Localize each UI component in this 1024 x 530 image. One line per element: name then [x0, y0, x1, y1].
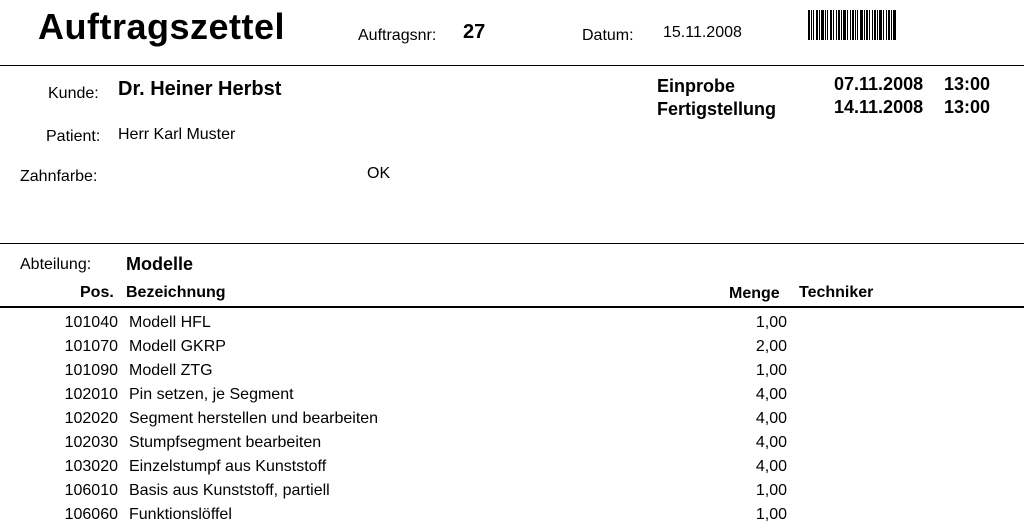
- row-description: Funktionslöffel: [129, 506, 232, 523]
- patient-label: Patient:: [46, 128, 101, 145]
- row-pos: 102030: [64, 434, 118, 451]
- row-description: Modell GKRP: [129, 338, 226, 355]
- customer-label: Kunde:: [48, 85, 99, 102]
- row-pos: 106060: [64, 506, 118, 523]
- row-quantity: 1,00: [755, 362, 787, 379]
- tryin-label: Einprobe: [657, 76, 736, 96]
- row-description: Pin setzen, je Segment: [129, 386, 294, 403]
- section-divider: [0, 243, 1024, 244]
- customer-name: Dr. Heiner Herbst: [118, 78, 282, 100]
- page-title: Auftragszettel: [38, 6, 286, 47]
- shade-label: Zahnfarbe:: [20, 168, 98, 185]
- completion-label: Fertigstellung: [657, 99, 777, 119]
- row-pos: 101090: [64, 362, 118, 379]
- date-value: 15.11.2008: [663, 24, 742, 41]
- patient-name: Herr Karl Muster: [118, 126, 236, 143]
- row-description: Modell ZTG: [129, 362, 213, 379]
- column-header-quantity: Menge: [729, 285, 780, 302]
- row-description: Modell HFL: [129, 314, 211, 331]
- completion-date: 14.11.2008: [834, 97, 924, 117]
- table-row: [0, 506, 1024, 530]
- tryin-date: 07.11.2008: [834, 74, 924, 94]
- row-quantity: 1,00: [755, 506, 787, 523]
- barcode-icon: [808, 10, 896, 40]
- row-pos: 102010: [64, 386, 118, 403]
- row-quantity: 4,00: [755, 410, 787, 427]
- row-quantity: 4,00: [755, 386, 787, 403]
- table-row: [0, 362, 1024, 386]
- row-pos: 101040: [64, 314, 118, 331]
- table-row: [0, 386, 1024, 410]
- row-pos: 106010: [64, 482, 118, 499]
- date-label: Datum:: [582, 27, 634, 44]
- table-row: [0, 482, 1024, 506]
- column-header-pos: Pos.: [80, 284, 114, 301]
- table-row: [0, 314, 1024, 338]
- row-quantity: 4,00: [755, 434, 787, 451]
- row-quantity: 4,00: [755, 458, 787, 475]
- row-description: Einzelstumpf aus Kunststoff: [129, 458, 327, 475]
- order-number: 27: [463, 21, 486, 43]
- table-row: [0, 338, 1024, 362]
- table-row: [0, 410, 1024, 434]
- header-divider: [0, 65, 1024, 66]
- column-header-technician: Techniker: [799, 284, 874, 301]
- tryin-time: 13:00: [944, 74, 991, 94]
- shade-value: OK: [367, 165, 391, 182]
- row-pos: 102020: [64, 410, 118, 427]
- row-quantity: 1,00: [755, 314, 787, 331]
- department-label: Abteilung:: [20, 256, 92, 273]
- row-pos: 101070: [64, 338, 118, 355]
- row-quantity: 1,00: [755, 482, 787, 499]
- row-description: Stumpfsegment bearbeiten: [129, 434, 322, 451]
- row-description: Basis aus Kunststoff, partiell: [129, 482, 330, 499]
- department-value: Modelle: [126, 254, 194, 274]
- row-quantity: 2,00: [755, 338, 787, 355]
- column-header-description: Bezeichnung: [126, 284, 226, 301]
- completion-time: 13:00: [944, 97, 991, 117]
- table-header-divider: [0, 306, 1024, 308]
- row-pos: 103020: [64, 458, 118, 475]
- row-description: Segment herstellen und bearbeiten: [129, 410, 379, 427]
- order-number-label: Auftragsnr:: [358, 27, 437, 44]
- table-row: [0, 458, 1024, 482]
- table-row: [0, 434, 1024, 458]
